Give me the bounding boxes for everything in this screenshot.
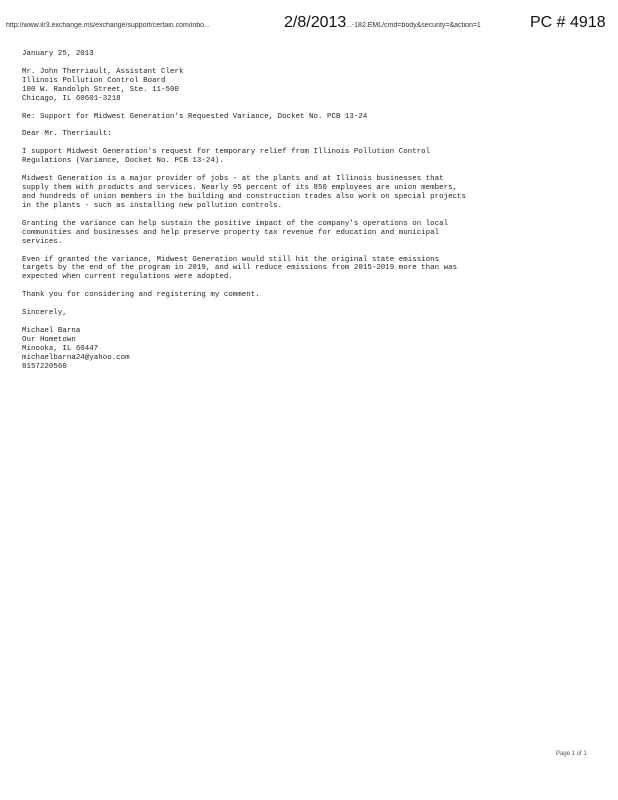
paragraph-line: communities and businesses and help preserve property tax revenue for education and municipal xyxy=(22,228,440,237)
signature-phone: 8157220560 xyxy=(22,362,67,371)
recipient-line: Illinois Pollution Control Board xyxy=(22,76,166,85)
signature-name: Michael Barna xyxy=(22,327,81,336)
paragraph xyxy=(22,220,582,247)
paragraph-line: in the plants - such as installing new pollution controls. xyxy=(22,201,283,210)
recipient-line: Chicago, IL 60601-3218 xyxy=(22,94,121,103)
recipient-address xyxy=(22,68,582,104)
subject-line: Re: Support for Midwest Generation's Requested Variance, Docket No. PCB 13-24 xyxy=(22,112,368,121)
pc-number: PC # 4918 xyxy=(530,14,606,31)
paragraph-line: Midwest Generation is a major provider of jobs - at the plants and at Illinois businesses that xyxy=(22,175,444,184)
paragraph-line: Granting the variance can help sustain the positive impact of the company's operations on local xyxy=(22,219,449,228)
paragraph-line: Regulations (Variance, Docket No. PCB 13-24). xyxy=(22,157,224,166)
letter-date: January 25, 2013 xyxy=(22,50,94,58)
paragraph xyxy=(22,291,582,300)
header-date: 2/8/2013 xyxy=(284,14,347,31)
header-url: http://www.ilr3.exchange.ms/exchange/support/certain.com/inbo... xyxy=(6,22,210,29)
paragraph-line: services. xyxy=(22,237,63,246)
paragraph-line: supply them with products and services. Nearly 95 percent of its 850 employees are union members, xyxy=(22,184,458,193)
letter-body xyxy=(22,50,582,372)
paragraph xyxy=(22,256,582,283)
paragraph xyxy=(22,148,582,166)
paragraph-line: and hundreds of union members in the building and construction trades also work on special projects xyxy=(22,192,467,201)
print-header xyxy=(6,14,612,36)
salutation: Dear Mr. Therriault: xyxy=(22,130,112,139)
signature-email: michaelbarna24@yahoo.com xyxy=(22,353,130,362)
paragraph xyxy=(22,175,582,211)
paragraph-line: Even if granted the variance, Midwest Generation would still hit the original state emissions xyxy=(22,255,440,264)
paragraph-line: Thank you for considering and registering my comment. xyxy=(22,291,260,300)
header-url-right: ...-182.EML/cmd=body&security=&action=1 xyxy=(346,22,481,29)
recipient-line: Mr. John Therriault, Assistant Clerk xyxy=(22,67,184,76)
paragraph-line: expected when current regulations were adopted. xyxy=(22,273,233,282)
signature-line: Minooka, IL 60447 xyxy=(22,344,99,353)
paragraph-line: targets by the end of the program in 2019, and will reduce emissions from 2015-2019 more than was xyxy=(22,264,458,273)
recipient-line: 100 W. Randolph Street, Ste. 11-500 xyxy=(22,85,179,94)
signature-line: Our Hometown xyxy=(22,335,76,344)
paragraph-line: I support Midwest Generation's request for temporary relief from Illinois Pollution Control xyxy=(22,148,431,157)
page-number: Page 1 of 1 xyxy=(556,751,587,757)
closing: Sincerely, xyxy=(22,309,67,318)
signature-block xyxy=(22,327,582,372)
